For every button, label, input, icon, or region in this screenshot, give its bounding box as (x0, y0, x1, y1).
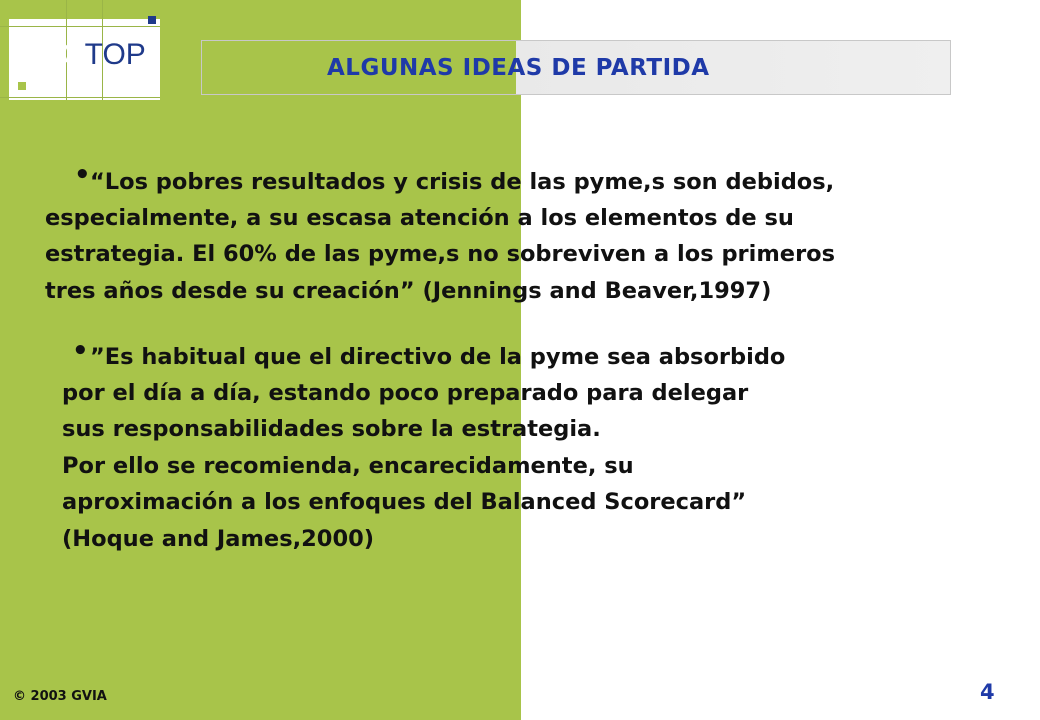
logo-frame-line (0, 97, 160, 98)
gotop-logo (9, 19, 160, 100)
quote-2-line: (Hoque and James,2000) (62, 526, 375, 552)
quote-1-line: especialmente, a su escasa atención a los elementos de su (45, 205, 794, 231)
logo-square-navy (148, 16, 156, 24)
quote-1-line: “Los pobres resultados y crisis de las pyme,s son debidos, (90, 169, 835, 195)
quote-2-line: ”Es habitual que el directivo de la pyme sea absorbido (90, 344, 786, 370)
bullet-2: • (72, 336, 89, 366)
logo-top-text: TOP (84, 38, 146, 71)
quote-2-line: por el día a día, estando poco preparado para delegar (62, 380, 749, 406)
slide-title: ALGUNAS IDEAS DE PARTIDA (327, 55, 710, 81)
page-number: 4 (980, 680, 995, 704)
quote-2-line: Por ello se recomienda, encarecidamente, su (62, 453, 634, 479)
quote-2-line: aproximación a los enfoques del Balanced Scorecard” (62, 489, 747, 515)
bullet-1: • (74, 160, 91, 190)
quote-1-line: estrategia. El 60% de las pyme,s no sobreviven a los primeros (45, 241, 836, 267)
logo-frame-line (0, 26, 160, 27)
quote-1-line: tres años desde su creación” (Jennings and Beaver,1997) (45, 278, 772, 304)
quote-2-line: sus responsabilidades sobre la estrategia. (62, 416, 601, 442)
logo-square-green (18, 82, 26, 90)
logo-go-text: GO (38, 38, 85, 71)
logo-wordmark (38, 40, 146, 70)
copyright-notice: © 2003 GVIA (13, 689, 107, 704)
